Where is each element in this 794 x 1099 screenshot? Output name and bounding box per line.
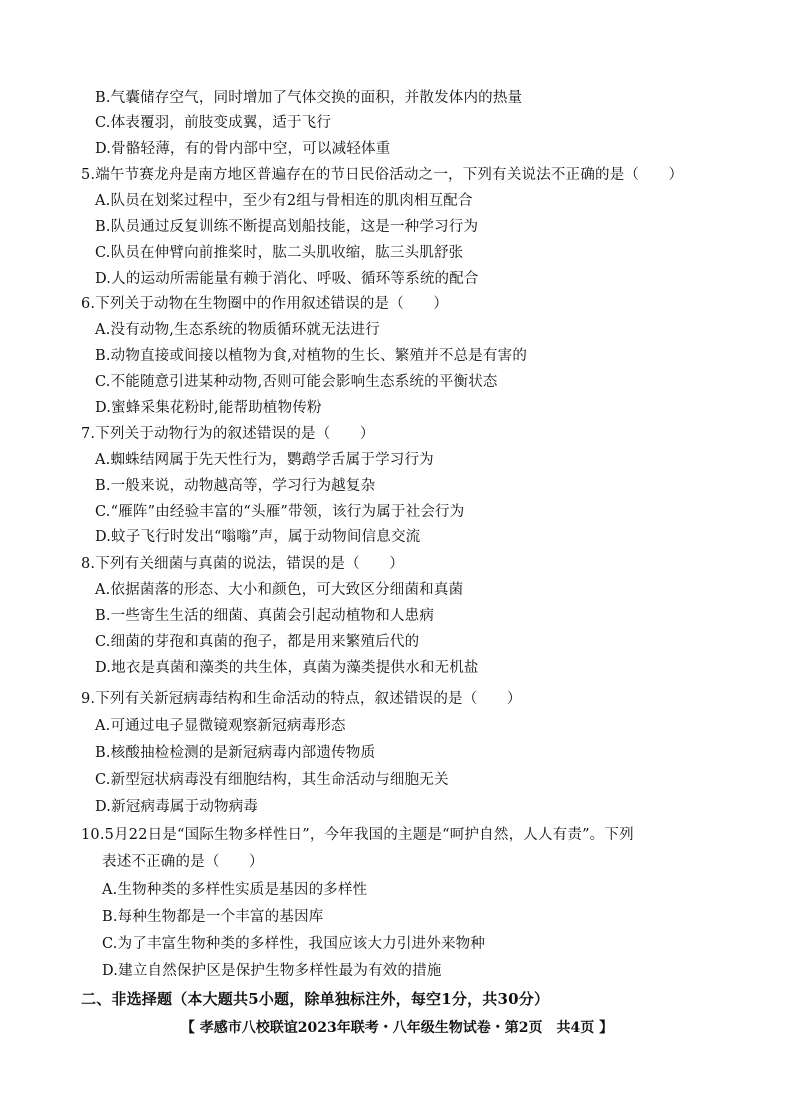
q5-option-a: A.队员在划桨过程中，至少有2组与骨相连的肌肉相互配合 bbox=[95, 193, 473, 209]
q10-stem-line1: 10.5月22日是“国际生物多样性日”，今年我国的主题是“呵护自然，人人有责”。下列 bbox=[81, 827, 634, 843]
q8-option-c: C.细菌的芽孢和真菌的孢子，都是用来繁殖后代的 bbox=[95, 634, 420, 650]
q9-option-b: B.核酸抽检检测的是新冠病毒内部遗传物质 bbox=[95, 745, 376, 761]
q10-option-c: C.为了丰富生物种类的多样性，我国应该大力引进外来物种 bbox=[102, 936, 486, 952]
q9-option-c: C.新型冠状病毒没有细胞结构，其生命活动与细胞无关 bbox=[95, 772, 449, 788]
q7-option-b: B.一般来说，动物越高等，学习行为越复杂 bbox=[95, 478, 376, 494]
q8-option-b: B.一些寄生生活的细菌、真菌会引起动植物和人患病 bbox=[95, 608, 435, 624]
q10-option-a: A.生物种类的多样性实质是基因的多样性 bbox=[102, 882, 368, 898]
page-footer: 【 孝感市八校联谊2023年联考・八年级生物试卷・第2页 共4页 】 bbox=[180, 1020, 614, 1036]
q6-option-d: D.蜜蜂采集花粉时,能帮助植物传粉 bbox=[95, 400, 322, 416]
q10-option-b: B.每种生物都是一个丰富的基因库 bbox=[102, 909, 324, 925]
q7-option-a: A.蜘蛛结网属于先天性行为，鹦鹉学舌属于学习行为 bbox=[95, 452, 434, 468]
q7-option-d: D.蚊子飞行时发出“嗡嗡”声，属于动物间信息交流 bbox=[95, 529, 421, 545]
q8-stem: 8.下列有关细菌与真菌的说法，错误的是（ ） bbox=[81, 556, 404, 572]
q5-option-d: D.人的运动所需能量有赖于消化、呼吸、循环等系统的配合 bbox=[95, 271, 479, 287]
q7-stem: 7.下列关于动物行为的叙述错误的是（ ） bbox=[81, 426, 375, 442]
q10-option-d: D.建立自然保护区是保护生物多样性最为有效的措施 bbox=[102, 963, 442, 979]
prev-option-c: C.体表覆羽，前肢变成翼，适于飞行 bbox=[95, 115, 332, 131]
prev-option-d: D.骨骼轻薄，有的骨内部中空，可以减轻体重 bbox=[95, 141, 391, 157]
q5-option-c: C.队员在伸臂向前推桨时，肱二头肌收缩，肱三头肌舒张 bbox=[95, 245, 464, 261]
q6-option-b: B.动物直接或间接以植物为食,对植物的生长、繁殖并不总是有害的 bbox=[95, 348, 528, 364]
q5-option-b: B.队员通过反复训练不断提高划船技能，这是一种学习行为 bbox=[95, 219, 479, 235]
q6-option-a: A.没有动物,生态系统的物质循环就无法进行 bbox=[95, 322, 380, 338]
q9-option-a: A.可通过电子显微镜观察新冠病毒形态 bbox=[95, 718, 346, 734]
q9-stem: 9.下列有关新冠病毒结构和生命活动的特点，叙述错误的是（ ） bbox=[81, 691, 522, 707]
q10-stem-line2: 表述不正确的是（ ） bbox=[102, 854, 264, 870]
prev-option-b: B.气囊储存空气，同时增加了气体交换的面积，并散发体内的热量 bbox=[95, 90, 523, 106]
q6-stem: 6.下列关于动物在生物圈中的作用叙述错误的是（ ） bbox=[81, 296, 449, 312]
q6-option-c: C.不能随意引进某种动物,否则可能会影响生态系统的平衡状态 bbox=[95, 374, 498, 390]
q8-option-d: D.地衣是真菌和藻类的共生体，真菌为藻类提供水和无机盐 bbox=[95, 660, 479, 676]
q9-option-d: D.新冠病毒属于动物病毒 bbox=[95, 799, 259, 815]
q8-option-a: A.依据菌落的形态、大小和颜色，可大致区分细菌和真菌 bbox=[95, 582, 464, 598]
q5-stem: 5.端午节赛龙舟是南方地区普遍存在的节日民俗活动之一，下列有关说法不正确的是（ ） bbox=[81, 167, 684, 183]
section-2-heading: 二、非选择题（本大题共5小题，除单独标注外，每空1分，共30分） bbox=[81, 990, 550, 1008]
q7-option-c: C.“雁阵”由经验丰富的“头雁”带领，该行为属于社会行为 bbox=[95, 504, 465, 520]
